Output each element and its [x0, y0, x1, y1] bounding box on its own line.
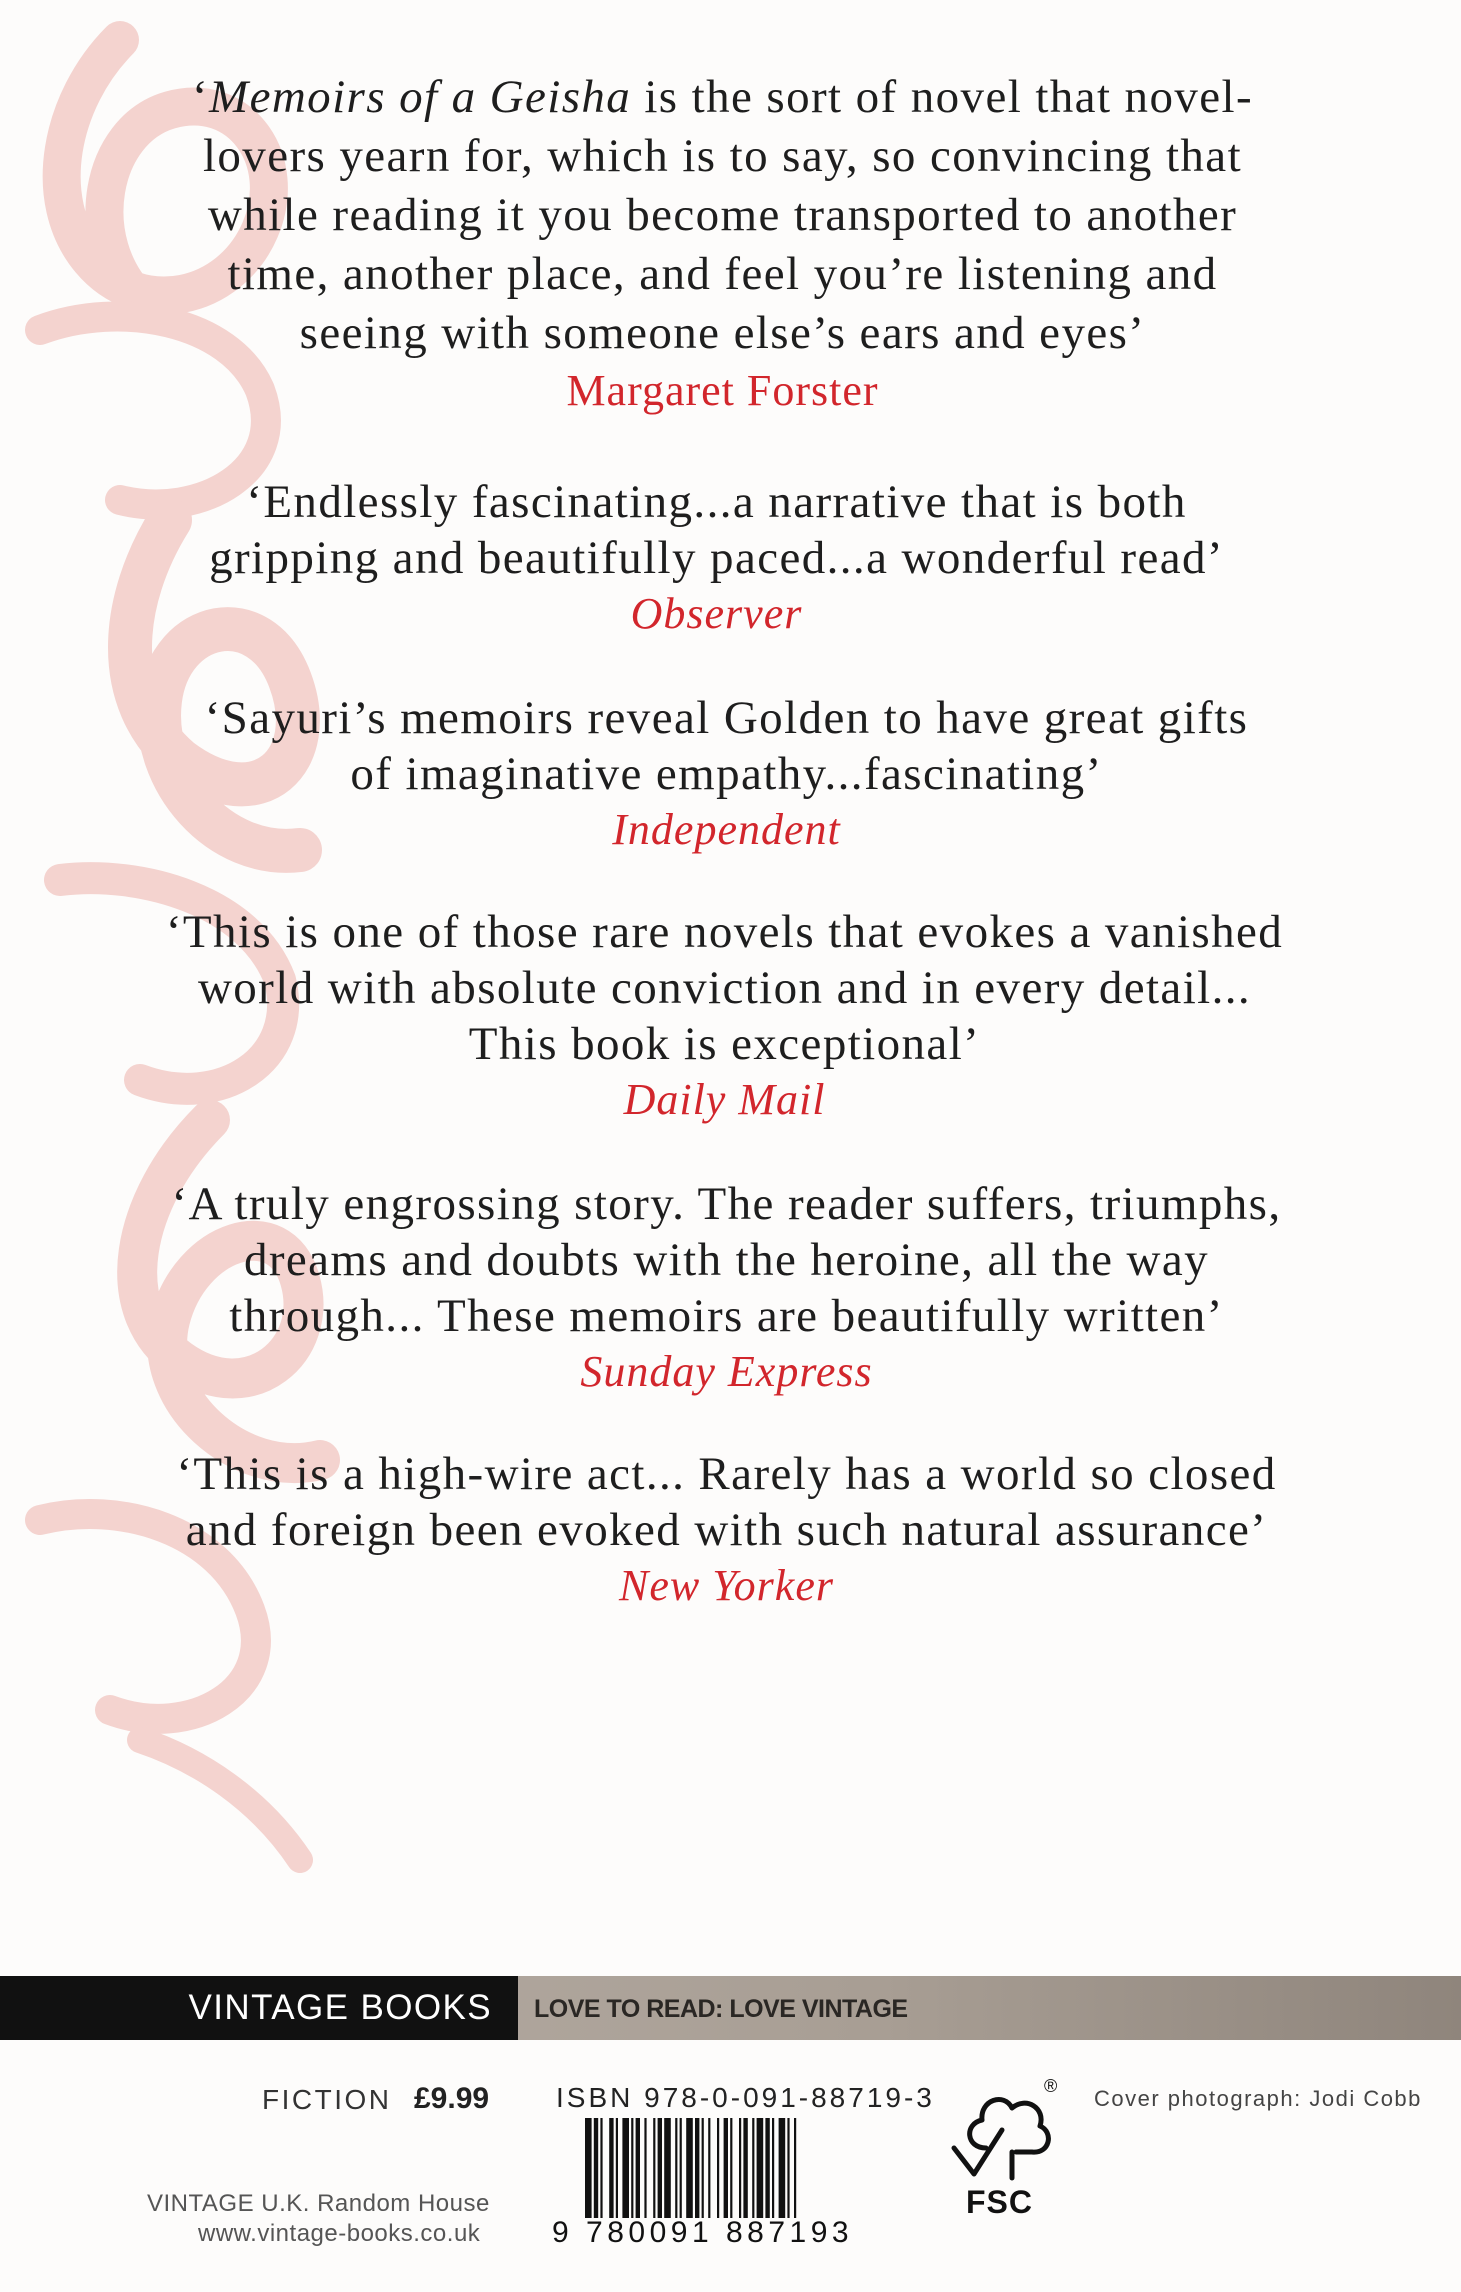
barcode-bar — [695, 2118, 699, 2218]
barcode-bar — [717, 2118, 719, 2218]
barcode-bar — [585, 2118, 592, 2218]
barcode-bar — [675, 2118, 677, 2218]
barcode-bar — [765, 2118, 769, 2218]
barcode-bar — [636, 2118, 640, 2218]
barcode-bar — [653, 2118, 655, 2218]
barcode-bar — [664, 2118, 671, 2218]
barcode-bar — [644, 2118, 646, 2218]
quote-line: lovers yearn for, which is to say, so convincing that — [202, 130, 1243, 182]
barcode-bar — [779, 2118, 786, 2218]
quote-line: through... These memoirs are beautifully written’ — [229, 1290, 1224, 1342]
open-quote: ‘ — [191, 71, 210, 123]
fsc-label: FSC — [966, 2184, 1033, 2220]
brand-bar — [0, 1976, 1461, 2040]
quote-line: of imaginative empathy...fascinating’ — [350, 748, 1103, 800]
registered-mark: ® — [1044, 2076, 1058, 2096]
barcode-bar — [739, 2118, 741, 2218]
publisher-brand: VINTAGE BOOKS — [0, 1976, 518, 2040]
barcode-bar — [658, 2118, 662, 2218]
quote-observer — [0, 474, 1447, 642]
barcode-bar — [616, 2118, 618, 2218]
price-label: £9.99 — [414, 2082, 490, 2115]
barcode-bar — [594, 2118, 598, 2218]
quote-line: ‘A truly engrossing story. The reader suffers, triumphs, — [171, 1178, 1282, 1230]
quote-text: is the sort of novel that novel- — [631, 71, 1254, 123]
barcode-bar — [794, 2118, 796, 2218]
quote-line: ‘Endlessly fascinating...a narrative that is both — [246, 476, 1187, 528]
quote-line: dreams and doubts with the heroine, all the way — [243, 1234, 1210, 1286]
brand-slogan: LOVE TO READ: LOVE VINTAGE — [534, 1995, 908, 2023]
quote-line: and foreign been evoked with such natural assurance’ — [185, 1504, 1268, 1556]
quote-line: time, another place, and feel you’re listening and — [227, 248, 1218, 300]
quote-line: ‘This is one of those rare novels that evokes a vanished — [165, 906, 1284, 958]
category-label: FICTION — [262, 2084, 392, 2115]
quote-daily-mail — [0, 904, 1455, 1128]
quote-sunday-express — [0, 1176, 1457, 1400]
quote-independent — [0, 690, 1457, 858]
quote-margaret-forster — [0, 68, 1453, 419]
quote-source: Margaret Forster — [566, 366, 879, 415]
barcode-bar — [757, 2118, 764, 2218]
barcode-bar — [708, 2118, 710, 2218]
barcode-bar — [743, 2118, 747, 2218]
quote-source: Daily Mail — [623, 1075, 826, 1124]
barcode-number: 9 780091 887193 — [552, 2216, 854, 2249]
barcode-bar — [622, 2118, 629, 2218]
quote-source: Sunday Express — [580, 1347, 873, 1396]
barcode-bar — [752, 2118, 754, 2218]
quote-line: seeing with someone else’s ears and eyes’ — [299, 307, 1146, 359]
barcode-bar — [680, 2118, 682, 2218]
barcode-bar — [609, 2118, 613, 2218]
barcode-bar — [702, 2118, 704, 2218]
barcode-bar — [724, 2118, 728, 2218]
barcode-bar — [631, 2118, 633, 2218]
quote-line: world with absolute conviction and in every detail... — [197, 962, 1252, 1014]
quote-source: New Yorker — [619, 1561, 834, 1610]
isbn-label: ISBN 978-0-091-88719-3 — [556, 2082, 935, 2113]
publisher-name: VINTAGE U.K. Random House — [147, 2190, 490, 2217]
quote-line — [0, 68, 1453, 127]
book-title: Memoirs of a Geisha — [209, 71, 632, 123]
barcode-icon — [583, 2118, 899, 2222]
quote-line: ‘This is a high-wire act... Rarely has a world so closed — [176, 1448, 1277, 1500]
barcode-bar — [730, 2118, 732, 2218]
quote-source: Independent — [612, 805, 841, 854]
quote-new-yorker — [0, 1446, 1457, 1614]
quote-source: Observer — [630, 589, 803, 638]
cover-credit: Cover photograph: Jodi Cobb — [1094, 2086, 1422, 2111]
publisher-website: www.vintage-books.co.uk — [198, 2220, 481, 2247]
barcode-bar — [600, 2118, 602, 2218]
barcode-bar — [772, 2118, 774, 2218]
barcode-bar — [787, 2118, 789, 2218]
barcode-bar — [686, 2118, 693, 2218]
quote-line: ‘Sayuri’s memoirs reveal Golden to have great gifts — [204, 692, 1249, 744]
quote-line: This book is exceptional’ — [468, 1018, 981, 1070]
quote-line: while reading it you become transported to another — [207, 189, 1238, 241]
quote-line: gripping and beautifully paced...a wonderful read’ — [209, 532, 1224, 584]
